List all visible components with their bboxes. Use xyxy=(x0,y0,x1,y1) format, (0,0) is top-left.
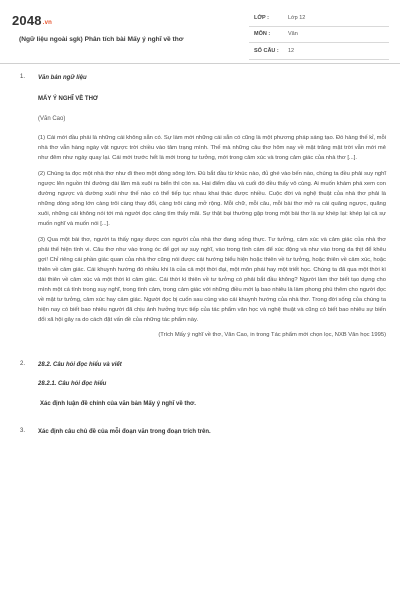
header-divider xyxy=(0,63,400,64)
meta-key: SỐ CÂU : xyxy=(254,47,279,54)
section-number: 1. xyxy=(20,74,26,80)
meta-value: Văn xyxy=(288,31,298,38)
meta-value: 12 xyxy=(288,47,295,54)
logo-suffix: .vn xyxy=(42,20,53,26)
section-heading: 28.2. Câu hỏi đọc hiểu và viết xyxy=(38,361,122,368)
section-1 xyxy=(0,74,400,340)
paragraph-2: (2) Chúng ta đọc một nhà thơ như đi theo một dòng sông lớn. Đù bắt đầu từ khúc nào, đủ ghé vào bến nào, chúng ta đều phải suy nghĩ ngược lên nguồn thì đường dài lâm mà xuôi ra biển thì còn xa. Hai điểm đầu và cuối đó đều thấy vô cùng. Ai muốn khám phá xem con đường ngược và đường xuôi như thế nào có thể tiếp tục nhau khai thác được nhiều. Cuộc đời và nghệ thuật của nhà thơ phải là những dòng sông lớn càng trôi càng thay đổi, càng trôi càng mở rộng. Mỗi chữ, mỗi câu, mỗi bài thơ mở ra cái quãng ngược, quãng xuôi, những cái không nói tới mà người đọc cảng tìm thấy mãi. Sự thật bại thường gặp trong một bài thơ là sự khép lại: khép lại cả sự muốn nghĩ và muốn nói [...]. xyxy=(38,171,386,227)
question-text: Xác định luận đề chính của văn bản Mấy ý nghĩ về thơ. xyxy=(40,400,196,407)
text-title: MẤY Ý NGHĨ VỀ THƠ xyxy=(38,96,99,102)
sub-heading: 28.2.1. Câu hỏi đọc hiểu xyxy=(38,380,107,387)
meta-row-grade xyxy=(249,10,389,27)
section-2 xyxy=(0,361,400,409)
meta-key: LỚP : xyxy=(254,14,269,21)
page-title: (Ngữ liệu ngoài sgk) Phân tích bài Mấy ý nghĩ về thơ xyxy=(19,36,184,43)
logo-text: 2048 xyxy=(12,13,42,28)
text-author: (Văn Cao) xyxy=(38,116,66,122)
section-3 xyxy=(0,428,400,437)
paragraph-3: (3) Qua một bài thơ, người ta thấy ngay được con người của nhà thơ đang sống thực. Tư tưởng, cảm xúc và cảm giác của nhà thơ phải thể hiện tính vi. Câu thơ như vào trong óc để gợi sự suy nghĩ, vào trong tình cảm để xúc động và như vào trong da thịt để khêu gợi! Chỉ riêng cái phần giác quan của nhà thơ cũng nói được cái hướng biểu hiện hoặc thiên về tư tưởng, hoặc thiên về cảm xúc, hoặc thiên về cảm giác. Cái khuynh hướng đó nhiều khi là của cả một thời đại, một môn phái hay một triết học. Chúng ta đã qua một thời kì dài thiên về cảm xúc và một thời kì cảm giác. Cái thời kì thiên về tư tưởng có phải bắt đầu không? Người làm thơ biết tạo dựng cho mình một cá tính trong suy nghĩ, trong tình cảm, trong cảm giác với những điều mới lạ bao nhiêu là làm phong phú thêm cho người đọc về mặt tư tưởng, cảm xúc hay cảm giác. Người đọc bị cuốn sau cùng vào cái khuynh hướng của nhà thơ. Trong đời sống của chúng ta hiện nay có biết bao nhiêu người đã chịu ảnh hưởng trực tiếp của tác phẩm văn học và nghệ thuật và cũng có biết bao nhiêu sự biến đổi xã hội gây ra do cách đặt vấn đề của những tác phẩm này. xyxy=(38,237,386,323)
meta-table xyxy=(249,10,389,60)
section-heading: Văn bản ngữ liệu xyxy=(38,75,87,81)
main-content xyxy=(0,74,400,437)
meta-key: MÔN : xyxy=(254,31,271,38)
section-number: 3. xyxy=(20,427,26,434)
meta-row-question-count xyxy=(249,43,389,60)
paragraph-1: (1) Cái mới đầu phải là những cái không sẵn có. Sự làm mới những cái sẵn có cũng là một phương pháp sáng tạo. Đó hàng thế kỉ, mỗi nhà thơ vẫn hàng ngày vật ngược trời chiều vào tâm trạng mình. Thế mà những câu thơ hôm nay về mặt trăng mặt trời vẫn mới mẻ như đêm như ngày quay lại. Cái mới trước hết là mới trong tư tưởng, mới trong cảm xúc và trong cảm giác của nhà thơ [...]. xyxy=(38,135,386,161)
meta-value: Lớp 12 xyxy=(288,14,306,21)
meta-row-subject xyxy=(249,27,389,44)
source-citation: (Trích Mấy ý nghĩ về thơ, Văn Cao, in trong Tác phẩm mới chọn lọc, NXB Văn học 1995) xyxy=(158,331,386,338)
site-logo[interactable] xyxy=(12,13,52,28)
section-number: 2. xyxy=(20,360,26,367)
question-text: Xác định câu chủ đề của mỗi đoạn văn trong đoạn trích trên. xyxy=(38,428,211,435)
